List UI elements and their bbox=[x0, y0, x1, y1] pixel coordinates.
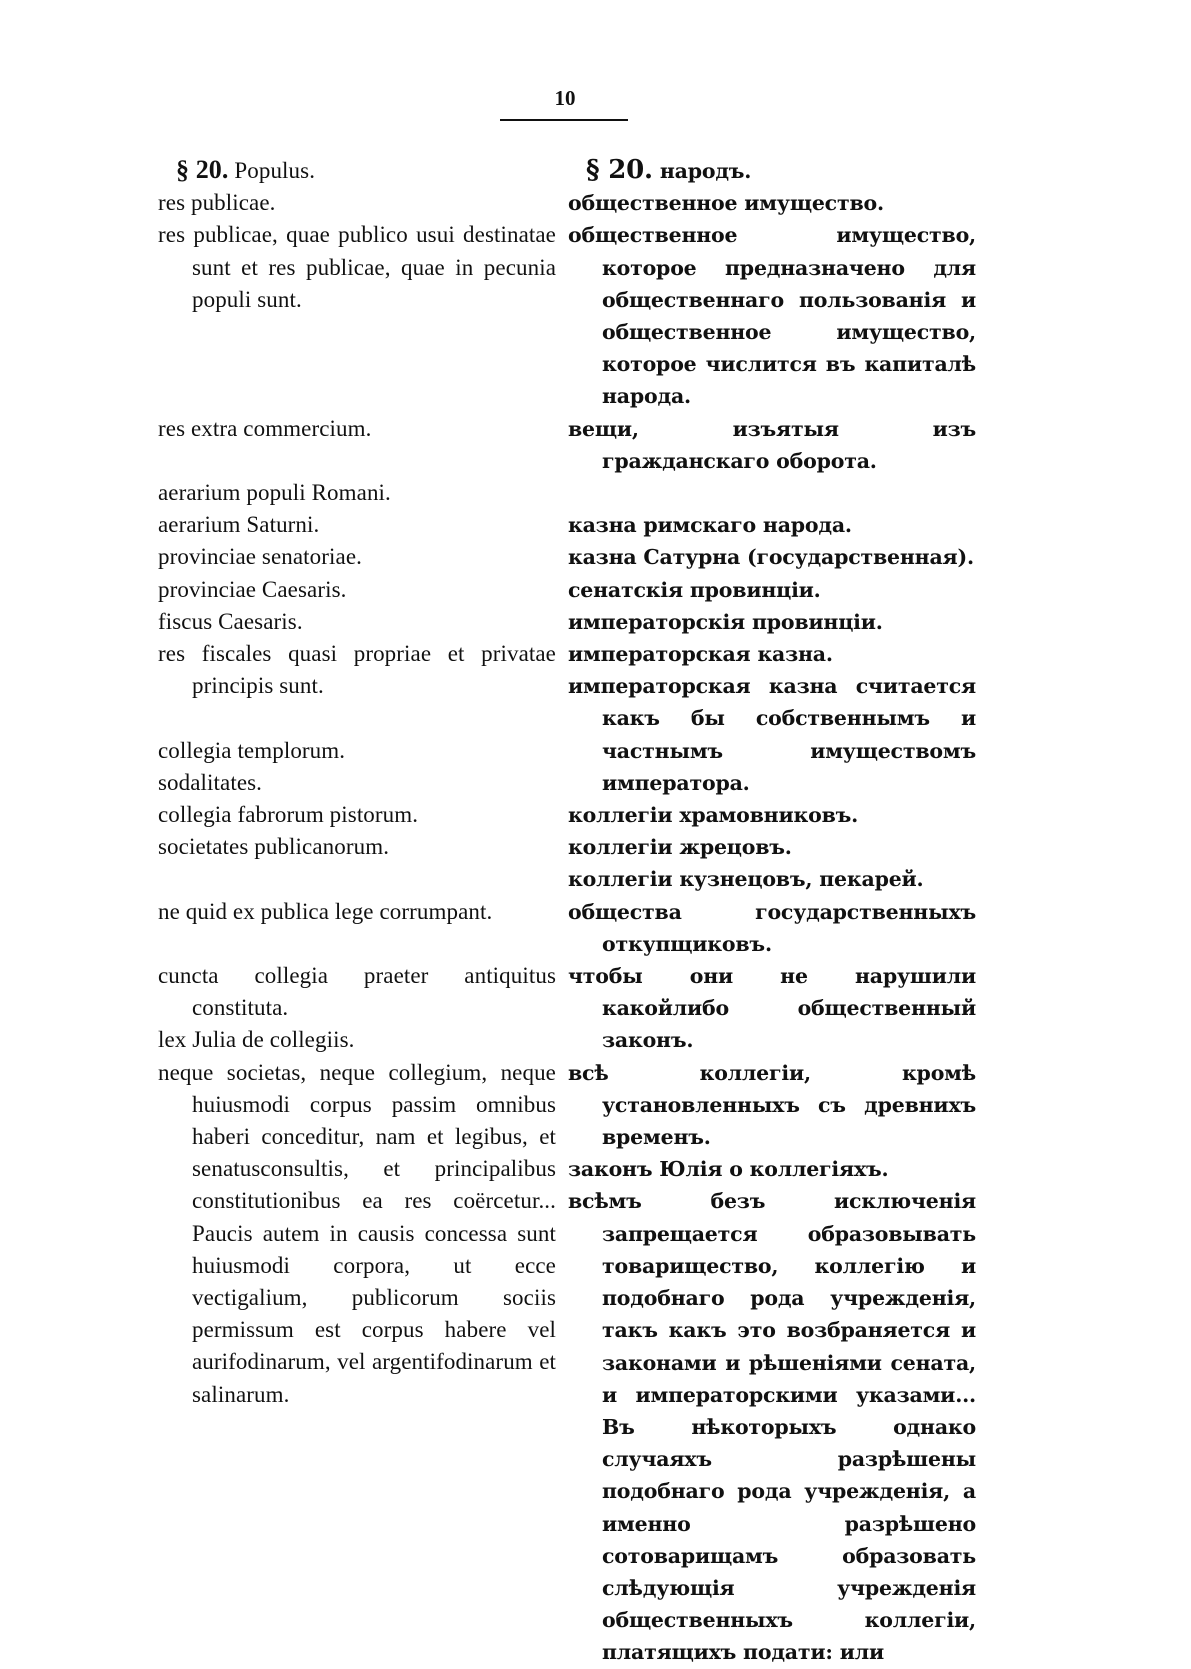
russian-entry: коллегіи храмовниковъ. bbox=[568, 803, 859, 828]
latin-entry: ne quid ex publica lege corrumpant. bbox=[158, 898, 493, 924]
russian-section-title: народъ. bbox=[659, 159, 752, 183]
russian-entry: коллегіи кузнецовъ, пекарей. bbox=[568, 867, 924, 892]
latin-entry: provinciae Caesaris. bbox=[158, 576, 347, 602]
russian-entry: чтобы они не нарушили какойлибо общественный законъ. bbox=[568, 964, 976, 1053]
russian-entry: казна Сатурна (государственная). bbox=[568, 545, 974, 570]
latin-entry: cuncta collegia praeter antiquitus constituta. bbox=[158, 962, 556, 1021]
latin-entry: collegia fabrorum pistorum. bbox=[158, 802, 419, 827]
latin-column bbox=[158, 154, 556, 1443]
russian-entry: общественное имущество, которое предназначено для общественнаго пользованія и общественное имущество, которое числится въ капиталѣ народа. bbox=[568, 223, 976, 409]
russian-section-heading bbox=[568, 154, 976, 187]
latin-entry: fiscus Caesaris. bbox=[158, 608, 303, 634]
page-number: 10 bbox=[554, 86, 576, 110]
latin-entry: lex Julia de collegiis. bbox=[158, 1027, 355, 1053]
latin-entry: res publicae. bbox=[158, 190, 276, 216]
latin-entry: societates publicanorum. bbox=[158, 834, 390, 860]
latin-entry: sodalitates. bbox=[158, 769, 263, 795]
latin-entry: provinciae senatoriae. bbox=[158, 544, 362, 570]
latin-entry: aerarium Saturni. bbox=[158, 512, 320, 538]
russian-entry: сенатскія провинціи. bbox=[568, 577, 821, 602]
russian-column bbox=[568, 154, 976, 1669]
russian-entry: законъ Юлія о коллегіяхъ. bbox=[568, 1157, 889, 1182]
russian-entry: императорская казна. bbox=[568, 642, 833, 667]
latin-entry: collegia templorum. bbox=[158, 737, 346, 763]
russian-entry: общественное имущество. bbox=[568, 191, 884, 216]
latin-entry: res publicae, quae publico usui destinatae sunt et res publicae, quae in pecunia populi sunt. bbox=[158, 222, 556, 312]
latin-section-number: § 20. bbox=[176, 155, 229, 184]
russian-entries bbox=[568, 187, 976, 1668]
russian-entry: императорская казна считается какъ бы собственнымъ и частнымъ имуществомъ императора. bbox=[568, 674, 976, 795]
latin-section-heading bbox=[158, 154, 556, 187]
russian-entry: казна римскаго народа. bbox=[568, 513, 852, 538]
russian-section-number: § 20. bbox=[586, 155, 653, 185]
russian-entry: вещи, изъятыя изъ гражданскаго оборота. bbox=[568, 416, 976, 473]
latin-entry: res fiscales quasi propriae et privatae principis sunt. bbox=[158, 641, 556, 699]
latin-entry: neque societas, neque collegium, neque huiusmodi corpus passim omnibus haberi conceditur, nam et legibus, et senatusconsultis, et principalibus constitutionibus ea res coërcetur... Paucis autem in causis concessa sunt huiusmodi corpora, ut ecce vectigalium, publicorum sociis permissum est corpus habere vel aurifodinarum, vel argentifodinarum et salinarum. bbox=[158, 1059, 556, 1407]
russian-entry: общества государственныхъ откупщиковъ. bbox=[568, 899, 976, 956]
latin-section-title: Populus. bbox=[234, 158, 316, 183]
russian-entry: императорскія провинціи. bbox=[568, 609, 883, 634]
latin-entries bbox=[158, 187, 556, 1443]
latin-entry: res extra commercium. bbox=[158, 415, 372, 441]
russian-entry: всѣмъ безъ исключенія запрещается образовывать товарищество, коллегію и подобнаго рода учрежденія, такъ какъ это возбраняется и законами и рѣшеніями сената, и императорскими указами... Въ нѣкоторыхъ однако случаяхъ разрѣшены подобнаго рода учрежденія, а именно разрѣшено сотоварищамъ образовать слѣдующія учрежденія общественныхъ коллегіи, платящихъ подати: или bbox=[568, 1189, 976, 1665]
russian-entry: всѣ коллегіи, кромѣ установленныхъ съ древнихъ временъ. bbox=[568, 1060, 976, 1150]
header-rule bbox=[500, 119, 628, 121]
russian-entry: коллегіи жрецовъ. bbox=[568, 835, 792, 860]
latin-entry: aerarium populi Romani. bbox=[158, 479, 391, 505]
